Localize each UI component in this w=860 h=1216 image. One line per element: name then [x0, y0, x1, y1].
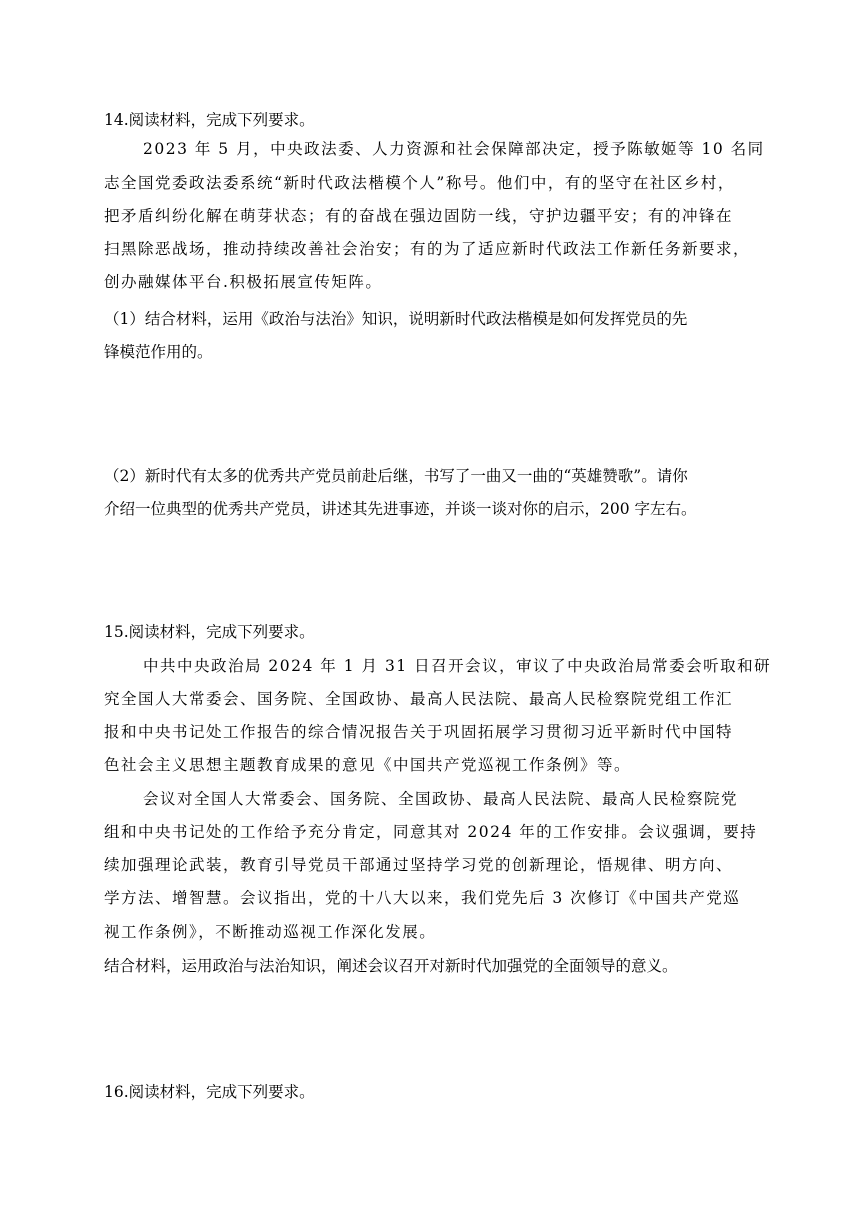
q15-material2-line-4: 学方法、增智慧。会议指出，党的十八大以来，我们党先后 3 次修订《中国共产党巡 [104, 889, 741, 907]
q15-material2-line-3: 续加强理论武装，教育引导党员干部通过坚持学习党的创新理论，悟规律、明方向、 [104, 856, 734, 874]
q14-part2-line-1: （2）新时代有太多的优秀共产党员前赴后继，书写了一曲又一曲的“英雄赞歌”。请你 [104, 467, 688, 485]
q15-material2-line-2: 组和中央书记处的工作给予充分肯定，同意其对 2024 年的工作安排。会议强调，要持 [104, 823, 758, 841]
q14-part1-line-1: （1）结合材料，运用《政治与法治》知识，说明新时代政法楷模是如何发挥党员的先 [104, 310, 688, 328]
q15-question: 结合材料，运用政治与法治知识，阐述会议召开对新时代加强党的全面领导的意义。 [104, 957, 678, 975]
q14-part1-line-2: 锋模范作用的。 [104, 343, 213, 361]
q14-material-line-4: 扫黑除恶战场，推动持续改善社会治安；有的为了适应新时代政法工作新任务新要求， [104, 240, 751, 258]
q14-material-line-2: 志全国党委政法委系统“新时代政法楷模个人”称号。他们中，有的坚守在社区乡村， [104, 174, 735, 192]
q14-heading: 14.阅读材料，完成下列要求。 [104, 111, 315, 129]
q16-heading: 16.阅读材料，完成下列要求。 [104, 1083, 315, 1101]
q14-part2-line-2: 介绍一位典型的优秀共产党员，讲述其先进事迹，并谈一谈对你的启示，200 字左右。 [104, 500, 697, 518]
q15-material1-line-3: 报和中央书记处工作报告的综合情况报告关于巩固拓展学习贯彻习近平新时代中国特 [104, 723, 734, 741]
q15-material2-line-1: 会议对全国人大常委会、国务院、全国政协、最高人民法院、最高人民检察院党 [143, 790, 739, 808]
q14-material-line-1: 2023 年 5 月，中央政法委、人力资源和社会保障部决定，授予陈敏姬等 10 名同 [143, 140, 765, 158]
q14-material-line-5: 创办融媒体平台.积极拓展宣传矩阵。 [104, 273, 383, 291]
q15-material1-line-4: 色社会主义思想主题教育成果的意见《中国共产党巡视工作条例》等。 [104, 756, 632, 774]
q14-material-line-3: 把矛盾纠纷化解在萌芽状态；有的奋战在强边固防一线，守护边疆平安；有的冲锋在 [104, 207, 734, 225]
q15-material2-line-5: 视工作条例》，不断推动巡视工作深化发展。 [104, 923, 437, 941]
q15-heading: 15.阅读材料，完成下列要求。 [104, 623, 315, 641]
q15-material1-line-2: 究全国人大常委会、国务院、全国政协、最高人民法院、最高人民检察院党组工作汇 [104, 690, 734, 708]
q15-material1-line-1: 中共中央政治局 2024 年 1 月 31 日召开会议，审议了中央政治局常委会听取和研 [143, 657, 772, 675]
